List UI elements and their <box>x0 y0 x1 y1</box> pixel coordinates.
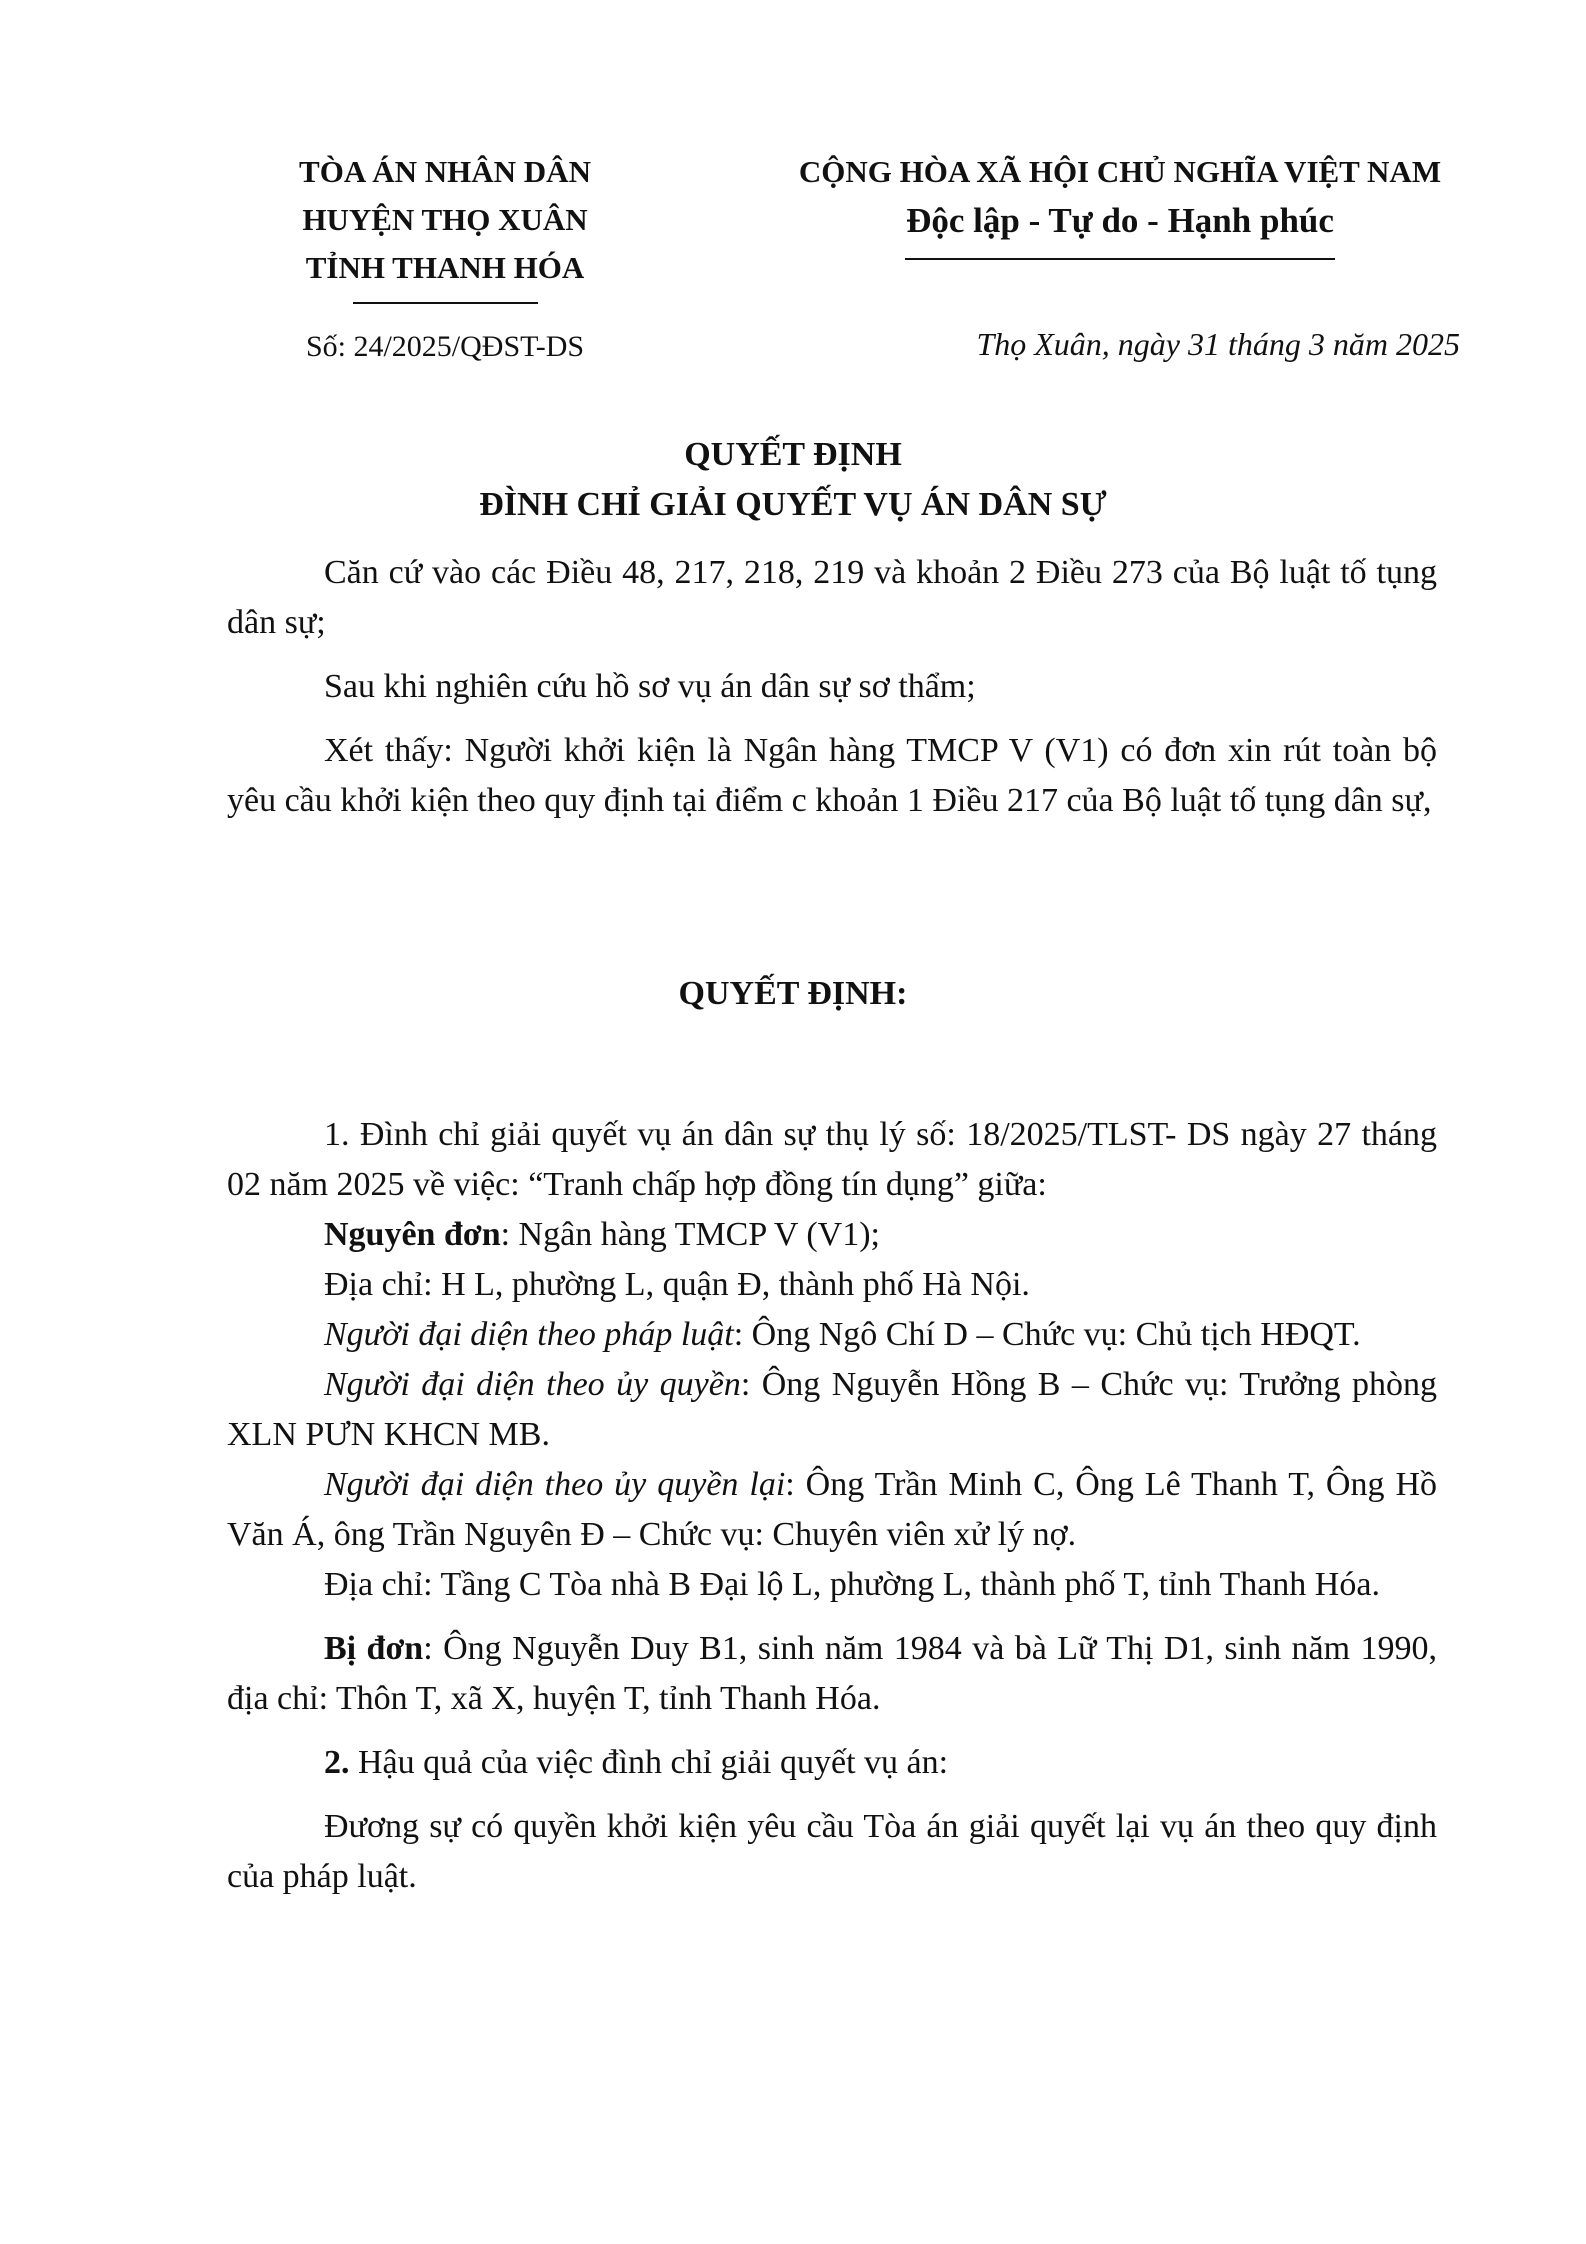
defendant-line <box>227 1624 1437 1724</box>
national-motto: Độc lập - Tự do - Hạnh phúc <box>906 201 1334 240</box>
title-line-2: ĐÌNH CHỈ GIẢI QUYẾT VỤ ÁN DÂN SỰ <box>479 486 1107 523</box>
court-province-line: TỈNH THANH HÓA <box>305 250 585 285</box>
title-line-1: QUYẾT ĐỊNH <box>684 436 902 473</box>
plaintiff-value: : Ngân hàng TMCP V (V1); <box>500 1216 880 1253</box>
court-name-line: TÒA ÁN NHÂN DÂN <box>299 154 591 189</box>
plaintiff-line <box>227 1210 1437 1260</box>
preamble-legal-basis: Căn cứ vào các Điều 48, 217, 218, 219 và khoản 2 Điều 273 của Bộ luật tố tụng dân sự; <box>227 554 1437 641</box>
document-number: Số: 24/2025/QĐST-DS <box>305 330 585 363</box>
preamble-review: Sau khi nghiên cứu hồ sơ vụ án dân sự sơ thẩm; <box>324 668 976 705</box>
item-2-number: 2. <box>324 1744 350 1781</box>
legal-representative-line <box>227 1310 1437 1360</box>
document-title <box>0 430 1586 530</box>
item-2-heading <box>227 1738 1437 1788</box>
plaintiff-label: Nguyên đơn <box>324 1216 501 1253</box>
legal-representative-value: : Ông Ngô Chí D – Chức vụ: Chủ tịch HĐQT. <box>733 1316 1361 1353</box>
nation-name: CỘNG HÒA XÃ HỘI CHỦ NGHĨA VIỆT NAM <box>798 154 1442 189</box>
legal-representative-label: Người đại diện theo pháp luật <box>324 1316 734 1353</box>
authorized-representative-value: : Ông Nguyễn Hồng B – Chức vụ: Trưởng phòng XLN PƯN KHCN MB. <box>227 1366 1437 1453</box>
authorized-representative-line <box>227 1360 1437 1460</box>
item-1-text: 1. Đình chỉ giải quyết vụ án dân sự thụ lý số: 18/2025/TLST- DS ngày 27 tháng 02 năm 2025 về việc: “Tranh chấp hợp đồng tín dụng” giữa: <box>227 1116 1437 1203</box>
court-header-rule <box>353 302 538 304</box>
preamble-finding: Xét thấy: Người khởi kiện là Ngân hàng TMCP V (V1) có đơn xin rút toàn bộ yêu cầu khởi kiện theo quy định tại điểm c khoản 1 Điều 217 của Bộ luật tố tụng dân sự, <box>227 732 1437 819</box>
decision-heading: QUYẾT ĐỊNH: <box>678 975 908 1012</box>
national-header <box>700 148 1540 260</box>
defendant-value: : Ông Nguyễn Duy B1, sinh năm 1984 và bà Lữ Thị D1, sinh năm 1990, địa chỉ: Thôn T, xã X, huyện T, tỉnh Thanh Hóa. <box>227 1630 1437 1717</box>
plaintiff-address: Địa chỉ: H L, phường L, quận Đ, thành phố Hà Nội. <box>324 1266 1030 1303</box>
decision-body <box>227 1110 1437 1902</box>
defendant-label: Bị đơn <box>324 1630 424 1667</box>
authorized-representative-label: Người đại diện theo ủy quyền <box>324 1366 741 1403</box>
court-district-line: HUYỆN THỌ XUÂN <box>302 202 588 237</box>
representative-address: Địa chỉ: Tầng C Tòa nhà B Đại lộ L, phường L, thành phố T, tỉnh Thanh Hóa. <box>324 1566 1380 1603</box>
item-2-text: Đương sự có quyền khởi kiện yêu cầu Tòa án giải quyết lại vụ án theo quy định của pháp luật. <box>227 1808 1437 1895</box>
sub-authorized-representative-value: : Ông Trần Minh C, Ông Lê Thanh T, Ông Hồ Văn Á, ông Trần Nguyên Đ – Chức vụ: Chuyên viên xử lý nợ. <box>227 1466 1437 1553</box>
sub-authorized-representative-label: Người đại diện theo ủy quyền lại <box>324 1466 786 1503</box>
preamble <box>227 548 1437 826</box>
item-2-heading-text: Hậu quả của việc đình chỉ giải quyết vụ án: <box>349 1744 949 1781</box>
court-header <box>260 148 630 304</box>
motto-rule <box>905 258 1335 260</box>
sub-authorized-representative-line <box>227 1460 1437 1560</box>
place-and-date: Thọ Xuân, ngày 31 tháng 3 năm 2025 <box>976 326 1460 362</box>
